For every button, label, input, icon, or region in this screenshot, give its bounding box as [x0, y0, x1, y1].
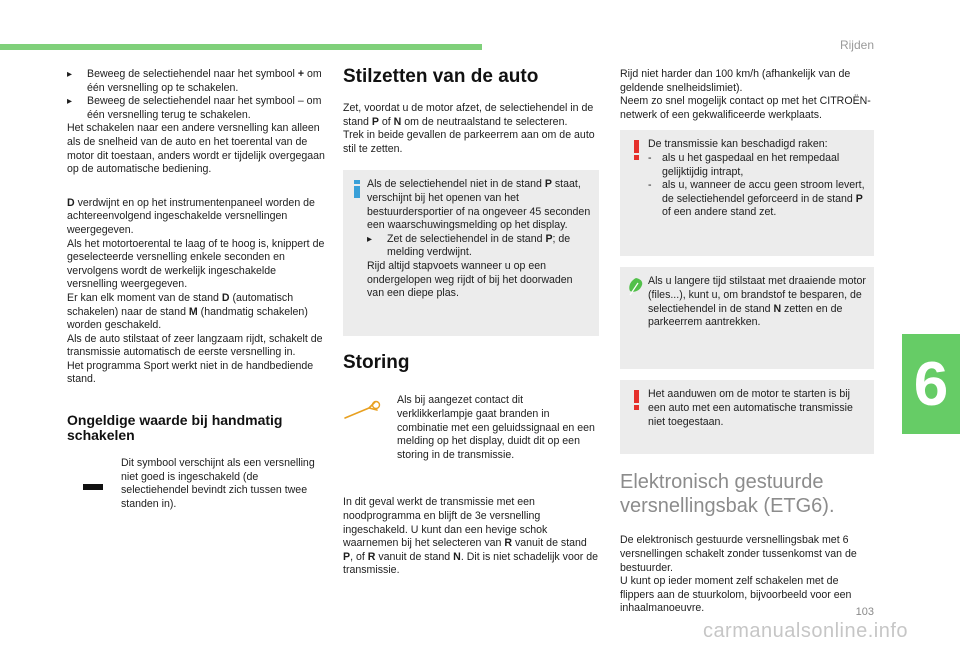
- page-number: 103: [855, 606, 874, 618]
- watermark: carmanualsonline.info: [702, 620, 908, 642]
- paragraph-rpm: Als het motortoerental te laag of te hoog is, knippert de geselecteerde versnelling enkele seconden en vervolgens wordt de werkelijk ingeschakelde versnelling weergegeven.: [67, 237, 325, 291]
- heading-invalid-value: Ongeldige waarde bij handmatig schakelen: [67, 412, 283, 444]
- list-item: ▸ Zet de selectiehendel in de stand P; de melding verdwijnt.: [367, 232, 571, 259]
- paragraph-shifting: Het schakelen naar een andere versnelling kan alleen als de snelheid van de auto en het toerental van de motor dit toestaan, anders wordt er tijdelijk overgegaan op de automatische bediening.: [67, 122, 325, 176]
- paragraph-display: D verdwijnt en op het instrumentenpaneel worden de achtereenvolgend ingeschakelde versnellingen weergegeven.: [67, 196, 315, 236]
- section-name: Rijden: [839, 38, 874, 52]
- warning-box-damage: De transmissie kan beschadigd raken: - als u het gaspedaal en het rempedaal gelijktijdig intrapt, - als u, wanneer de accu geen stroom levert, de selectiehendel geforceerd in de stand P of een andere stand zet.: [620, 130, 874, 256]
- paragraph-contact-network: Neem zo snel mogelijk contact op met het CITROËN-netwerk of een gekwalificeerde werkplaats.: [620, 95, 871, 121]
- bullet-icon: ▸: [67, 69, 73, 80]
- heading-stop-vehicle: Stilzetten van de auto: [343, 66, 539, 87]
- paragraph-first-gear: Als de auto stilstaat of zeer langzaam rijdt, schakelt de transmissie automatisch de eerste versnelling in.: [67, 332, 323, 359]
- fault-warning-note: Als bij aangezet contact dit verklikkerlampje gaat branden in combinatie met een geluidssignaal en een melding op het display, duidt dit op een storing in de transmissie.: [343, 394, 599, 462]
- list-item: - als u het gaspedaal en het rempedaal gelijktijdig intrapt,: [648, 151, 840, 178]
- column-2: [343, 66, 599, 578]
- eco-tip-box: Als u langere tijd stilstaat met draaiende motor (files...), kunt u, om brandstof te besparen, de selectiehendel in de stand N zetten en de parkeerrem aantrekken.: [620, 267, 874, 369]
- column-3: [620, 68, 874, 616]
- paragraph-mode-switch: Er kan elk moment van de stand D (automatisch schakelen) naar de stand M (handmatig schakelen) worden geschakeld.: [67, 291, 308, 332]
- paragraph-etg6-flippers: U kunt op ieder moment zelf schakelen met de flippers aan de stuurkolom, bijvoorbeeld voor een inhaalmanoeuvre.: [620, 575, 852, 615]
- warning-exclamation-icon: [630, 140, 644, 160]
- list-item: - als u, wanneer de accu geen stroom levert, de selectiehendel geforceerd in de stand P of een andere stand zet.: [648, 179, 865, 219]
- info-box: Als de selectiehendel niet in de stand P staat, verschijnt bij het openen van het bestuurdersportier of na ongeveer 45 seconden een waarschuwingsmelding op het display. ▸ Zet de selectiehendel in de stand P; de melding verdwijnt. Rijd altijd stapvoets wanneer u op een ondergelopen weg rijdt of bij het doorwaden van een diepe plas.: [343, 170, 599, 336]
- info-icon: [351, 180, 363, 198]
- paragraph-neutral: Zet, voordat u de motor afzet, de selectiehendel in de stand P of N om de neutraalstand te selecteren.: [343, 102, 594, 128]
- bullet-icon: ▸: [67, 96, 73, 108]
- dash-symbol-icon: [83, 481, 103, 495]
- invalid-gear-note: Dit symbool verschijnt als een versnelling niet goed is ingeschakeld (de selectiehendel bevindt zich tussen twee standen in).: [67, 457, 325, 511]
- warning-box-push-start: Het aanduwen om de motor te starten is bij een auto met een automatische transmissie niet toegestaan.: [620, 380, 874, 454]
- chapter-tab: 6: [902, 334, 960, 434]
- leaf-eco-icon: [626, 277, 640, 297]
- paragraph-emergency-program: In dit geval werkt de transmissie met een noodprogramma en blijft de 3e versnelling ingeschakeld. U kunt dan een hevige schok waarnemen bij het selecteren van R vanuit de stand P, of R vanuit de stand N. Dit is niet schadelijk voor de transmissie.: [343, 496, 599, 577]
- bullet-icon: ▸: [367, 233, 373, 245]
- paragraph-etg6-auto: De elektronisch gestuurde versnellingsbak met 6 versnellingen schakelt zonder tussenkomst van de bestuurder.: [620, 534, 857, 574]
- warning-exclamation-icon: [630, 390, 644, 410]
- paragraph-parking-brake: Trek in beide gevallen de parkeerrem aan om de auto stil te zetten.: [343, 129, 595, 155]
- header-accent-bar: [0, 44, 482, 50]
- paragraph-sport: Het programma Sport werkt niet in de handbediende stand.: [67, 359, 314, 386]
- paragraph-speed-limit: Rijd niet harder dan 100 km/h (afhankelijk van de geldende snelheidslimiet).: [620, 68, 851, 94]
- heading-fault: Storing: [343, 352, 410, 374]
- list-item: ▸ Beweeg de selectiehendel naar het symbool – om één versnelling terug te schakelen.: [67, 95, 322, 121]
- column-1: [67, 68, 325, 511]
- wrench-warning-icon: [343, 400, 383, 427]
- list-item: ▸ Beweeg de selectiehendel naar het symbool + om één versnelling op te schakelen.: [67, 68, 322, 94]
- heading-etg6: Elektronisch gestuurde versnellingsbak (ETG6).: [620, 471, 835, 518]
